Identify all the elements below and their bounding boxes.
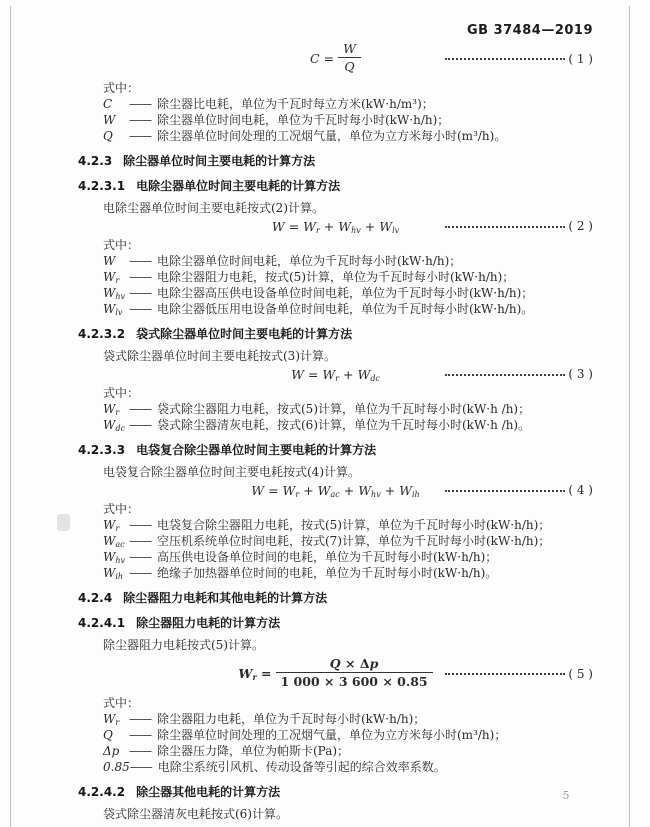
symbol-dash: —— — [129, 728, 151, 742]
document-body — [78, 40, 593, 822]
symbol-description: 电除尘器单位时间电耗，单位为千瓦时每小时(kW·h/h)； — [157, 254, 462, 268]
formula-fraction — [338, 40, 361, 76]
symbol-dash: —— — [129, 129, 151, 143]
section-heading — [78, 590, 593, 606]
formula-number: ( 2 ) — [568, 219, 593, 233]
symbol-definition-row — [103, 269, 593, 285]
symbol-description: 袋式除尘器阻力电耗，按式(5)计算，单位为千瓦时每小时(kW·h /h)； — [157, 402, 531, 416]
symbol-description: 除尘器单位时间处理的工况烟气量，单位为立方米每小时(m³/h)； — [157, 728, 507, 742]
where-label: 式中： — [103, 386, 140, 400]
symbol-definition-row — [103, 565, 593, 581]
symbol-definition-row — [103, 517, 593, 533]
formula-number: ( 5 ) — [568, 667, 593, 681]
symbol-dash: —— — [129, 760, 152, 774]
symbol-definition-row — [103, 417, 593, 433]
symbol: W — [103, 113, 116, 127]
formula: $W = W_r + W_{dc}$ — [291, 367, 380, 383]
paragraph: 电袋复合除尘器单位时间主要电耗按式(4)计算。 — [103, 465, 360, 479]
section-heading — [78, 153, 593, 169]
section-title: 除尘器阻力电耗和其他电耗的计算方法 — [123, 591, 328, 605]
symbol-description: 除尘器阻力电耗，单位为千瓦时每小时(kW·h/h)； — [157, 712, 426, 726]
fraction-numerator: W — [343, 41, 356, 56]
symbol: $W_{hv}$ — [103, 286, 126, 301]
formula-number-group — [445, 219, 593, 234]
symbol-definition-row — [103, 112, 593, 128]
symbol-dash: —— — [129, 302, 151, 316]
symbol: $W_r$ — [103, 518, 120, 533]
section-number: 4.2.3.1 — [78, 179, 126, 193]
symbol-description: 绝缘子加热器单位时间的电耗，单位为千瓦时每小时(kW·h/h)。 — [157, 566, 498, 580]
where-label: 式中： — [103, 81, 140, 95]
section-heading — [78, 442, 593, 458]
fraction-denominator: 1 000 × 3 600 × 0.85 — [276, 672, 433, 691]
section-title: 除尘器单位时间主要电耗的计算方法 — [123, 154, 316, 168]
symbol-dash: —— — [129, 518, 151, 532]
symbol-dash: —— — [129, 113, 151, 127]
symbol-definition-row — [103, 759, 593, 775]
section-heading — [78, 326, 593, 342]
symbol-description: 除尘器比电耗，单位为千瓦时每立方米(kW·h/m³)； — [157, 97, 434, 111]
symbol: $W_r$ — [103, 402, 120, 417]
symbol-dash: —— — [129, 712, 151, 726]
dotted-leader — [445, 58, 565, 60]
symbol-dash: —— — [129, 566, 151, 580]
formula: $W = W_r + W_{ac} + W_{hv} + W_{ih}$ — [251, 483, 420, 499]
formula-lhs: C = — [310, 50, 335, 66]
symbol-description: 电除尘器阻力电耗，按式(5)计算，单位为千瓦时每小时(kW·h/h)； — [157, 270, 515, 284]
formula-row — [78, 219, 593, 234]
symbol-definition-row — [103, 301, 593, 317]
symbol-description: 袋式除尘器清灰电耗，按式(6)计算，单位为千瓦时每小时(kW·h /h)。 — [157, 418, 531, 432]
symbol-definition-row — [103, 128, 593, 144]
symbol-definition-row — [103, 253, 593, 269]
symbol-definition-row — [103, 285, 593, 301]
section-heading — [78, 615, 593, 631]
symbol-definition-row — [103, 401, 593, 417]
symbol-definition-row — [103, 711, 593, 727]
section-heading — [78, 178, 593, 194]
section-title: 电除尘器单位时间主要电耗的计算方法 — [136, 179, 341, 193]
formula — [238, 655, 432, 691]
formula-number: ( 4 ) — [568, 483, 593, 497]
symbol-description: 电除尘器低压用电设备单位时间电耗，单位为千瓦时每小时(kW·h/h)。 — [157, 302, 534, 316]
symbol: $W_{dc}$ — [103, 418, 125, 433]
dotted-leader — [445, 374, 565, 376]
symbol: Q — [103, 728, 113, 742]
symbol-dash: —— — [129, 286, 151, 300]
symbol-dash: —— — [129, 744, 151, 758]
formula-number-group — [445, 367, 593, 382]
symbol-description: 高压供电设备单位时间的电耗，单位为千瓦时每小时(kW·h/h)； — [157, 550, 498, 564]
formula-fraction — [276, 655, 433, 691]
symbol-definition-row — [103, 533, 593, 549]
section-number: 4.2.4.1 — [78, 616, 126, 630]
dotted-leader — [445, 226, 565, 228]
paragraph: 袋式除尘器单位时间主要电耗按式(3)计算。 — [103, 349, 336, 363]
symbol-definition-row — [103, 727, 593, 743]
formula-number: ( 1 ) — [568, 52, 593, 66]
symbol-dash: —— — [129, 97, 151, 111]
symbol-description: 空压机系统单位时间电耗，按式(7)计算，单位为千瓦时每小时(kW·h/h)； — [157, 534, 551, 548]
symbol-description: 除尘器单位时间处理的工况烟气量，单位为立方米每小时(m³/h)。 — [157, 129, 507, 143]
formula-number: ( 3 ) — [568, 367, 593, 381]
symbol: C — [103, 97, 113, 111]
symbol-description: 除尘器单位时间电耗，单位为千瓦时每小时(kW·h/h)； — [157, 113, 450, 127]
page-number: 5 — [562, 789, 570, 802]
symbol: $W_r$ — [103, 712, 120, 727]
symbol-definition-row — [103, 549, 593, 565]
symbol-dash: —— — [129, 550, 151, 564]
formula-number-group — [445, 483, 593, 498]
symbol-dash: —— — [129, 270, 151, 284]
section-number: 4.2.4.2 — [78, 785, 126, 799]
paragraph: 除尘器阻力电耗按式(5)计算。 — [103, 638, 264, 652]
paragraph: 电除尘器单位时间主要电耗按式(2)计算。 — [103, 201, 324, 215]
symbol: $W_{ac}$ — [103, 534, 125, 549]
symbol-dash: —— — [129, 418, 151, 432]
symbol-description: 电袋复合除尘器阻力电耗，按式(5)计算，单位为千瓦时每小时(kW·h/h)； — [157, 518, 551, 532]
section-number: 4.2.3.3 — [78, 443, 126, 457]
paragraph: 袋式除尘器清灰电耗按式(6)计算。 — [103, 807, 288, 821]
formula: $W = W_r + W_{hv} + W_{lv}$ — [271, 219, 400, 235]
formula — [310, 40, 361, 76]
section-heading — [78, 784, 593, 800]
section-number: 4.2.4 — [78, 591, 113, 605]
symbol: 0.85 — [103, 760, 130, 774]
formula-row — [78, 655, 593, 693]
symbol-description: 电除尘器高压供电设备单位时间电耗，单位为千瓦时每小时(kW·h/h)； — [157, 286, 534, 300]
symbol-definition-row — [103, 96, 593, 112]
dotted-leader — [445, 490, 565, 492]
section-number: 4.2.3.2 — [78, 327, 126, 341]
where-label: 式中： — [103, 696, 140, 710]
dotted-leader — [445, 673, 565, 675]
section-title: 除尘器阻力电耗的计算方法 — [136, 616, 281, 630]
symbol: $W_{hv}$ — [103, 550, 126, 565]
section-title: 除尘器其他电耗的计算方法 — [136, 785, 281, 799]
standard-code: GB 37484—2019 — [466, 23, 593, 38]
symbol: $W_r$ — [103, 270, 120, 285]
symbol-description: 电除尘系统引风机、传动设备等引起的综合效率系数。 — [157, 760, 446, 774]
symbol-dash: —— — [129, 402, 151, 416]
symbol: $W_{ih}$ — [103, 566, 124, 581]
symbol: Q — [103, 129, 113, 143]
section-number: 4.2.3 — [78, 154, 113, 168]
formula-row — [78, 483, 593, 498]
symbol-dash: —— — [129, 254, 151, 268]
symbol-description: 除尘器压力降，单位为帕斯卡(Pa)； — [157, 744, 350, 758]
section-title: 电袋复合除尘器单位时间主要电耗的计算方法 — [136, 443, 377, 457]
fraction-denominator: Q — [338, 57, 361, 76]
symbol: $W_{lv}$ — [103, 302, 123, 317]
symbol-dash: —— — [129, 534, 151, 548]
section-title: 袋式除尘器单位时间主要电耗的计算方法 — [136, 327, 353, 341]
symbol: W — [103, 254, 116, 268]
formula-number-group — [445, 655, 593, 693]
formula-row — [78, 367, 593, 382]
formula-row — [78, 40, 593, 78]
formula-lhs: $W_r$ = — [238, 665, 272, 682]
page-header — [78, 22, 593, 38]
where-label: 式中： — [103, 502, 140, 516]
symbol-definition-row — [103, 743, 593, 759]
formula-number-group — [445, 40, 593, 78]
fraction-numerator: Q × Δp — [329, 656, 379, 671]
symbol: Δp — [103, 744, 120, 758]
where-label: 式中： — [103, 238, 140, 252]
